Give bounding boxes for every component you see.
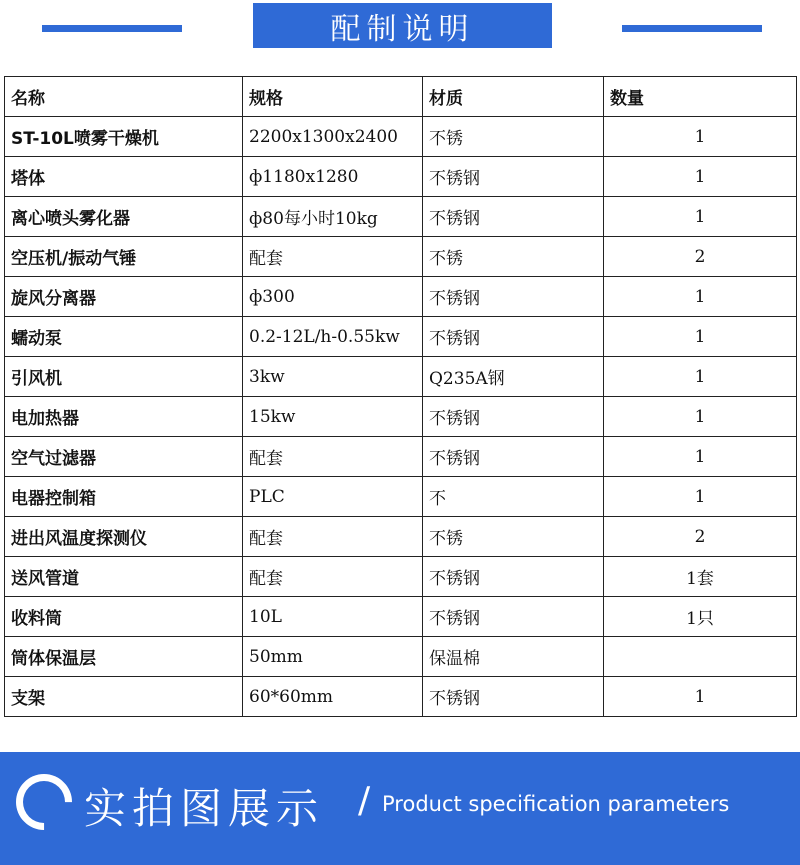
cell-spec: 10L — [243, 597, 423, 637]
cell-spec: 配套 — [243, 517, 423, 557]
table-row — [5, 117, 797, 157]
cell-spec: 2200x1300x2400 — [243, 117, 423, 157]
table-row — [5, 517, 797, 557]
cell-name: 筒体保温层 — [5, 637, 243, 677]
table-row — [5, 197, 797, 237]
cell-quantity: 1 — [604, 397, 797, 437]
cell-name: 空气过滤器 — [5, 437, 243, 477]
header-bar — [0, 0, 800, 75]
cell-spec: 0.2-12L/h-0.55kw — [243, 317, 423, 357]
cell-name: 进出风温度探测仪 — [5, 517, 243, 557]
cell-quantity: 1 — [604, 357, 797, 397]
cell-material: 不锈钢 — [423, 277, 604, 317]
cell-material: 不锈钢 — [423, 677, 604, 717]
cell-quantity: 1套 — [604, 557, 797, 597]
cell-spec: 15kw — [243, 397, 423, 437]
cell-material: 不锈钢 — [423, 157, 604, 197]
table-row — [5, 357, 797, 397]
cell-name: 送风管道 — [5, 557, 243, 597]
page-title: 配制说明 — [253, 3, 552, 48]
cell-name: 引风机 — [5, 357, 243, 397]
footer-subtitle: Product specification parameters — [382, 792, 730, 816]
cell-spec: ф300 — [243, 277, 423, 317]
column-header-material: 材质 — [423, 77, 604, 117]
cell-quantity: 1 — [604, 277, 797, 317]
cell-material: 不锈钢 — [423, 397, 604, 437]
table-row — [5, 677, 797, 717]
cell-quantity: 2 — [604, 237, 797, 277]
footer-title: 实拍图展示 — [84, 784, 325, 833]
header-decor-line-right — [622, 25, 762, 32]
cell-spec: 50mm — [243, 637, 423, 677]
cell-spec: ф80每小时10kg — [243, 197, 423, 237]
header-decor-line-left — [42, 25, 182, 32]
cell-material: 不锈钢 — [423, 317, 604, 357]
table-row — [5, 277, 797, 317]
cell-quantity — [604, 637, 797, 677]
cell-quantity: 1 — [604, 437, 797, 477]
cell-material: 不锈钢 — [423, 597, 604, 637]
cell-quantity: 1 — [604, 197, 797, 237]
table-row — [5, 637, 797, 677]
cell-name: ST-10L喷雾干燥机 — [5, 117, 243, 157]
cell-material: Q235A钢 — [423, 357, 604, 397]
table-row — [5, 157, 797, 197]
cell-name: 电器控制箱 — [5, 477, 243, 517]
cell-material: 不锈钢 — [423, 197, 604, 237]
ring-icon — [4, 762, 83, 841]
cell-name: 旋风分离器 — [5, 277, 243, 317]
cell-spec: 配套 — [243, 237, 423, 277]
table-header-row — [5, 77, 797, 117]
spec-table — [4, 76, 797, 717]
cell-quantity: 2 — [604, 517, 797, 557]
cell-spec: 3kw — [243, 357, 423, 397]
footer-banner — [0, 752, 800, 865]
cell-spec: 配套 — [243, 557, 423, 597]
cell-spec: ф1180x1280 — [243, 157, 423, 197]
cell-material: 不锈钢 — [423, 437, 604, 477]
cell-quantity: 1 — [604, 117, 797, 157]
cell-name: 蠕动泵 — [5, 317, 243, 357]
cell-quantity: 1 — [604, 477, 797, 517]
cell-name: 空压机/振动气锤 — [5, 237, 243, 277]
table-row — [5, 317, 797, 357]
column-header-name: 名称 — [5, 77, 243, 117]
cell-material: 不锈 — [423, 117, 604, 157]
cell-name: 支架 — [5, 677, 243, 717]
cell-spec: 60*60mm — [243, 677, 423, 717]
cell-quantity: 1 — [604, 317, 797, 357]
table-row — [5, 477, 797, 517]
table-row — [5, 397, 797, 437]
cell-material: 不锈 — [423, 237, 604, 277]
cell-spec: PLC — [243, 477, 423, 517]
cell-quantity: 1 — [604, 677, 797, 717]
cell-name: 塔体 — [5, 157, 243, 197]
table-row — [5, 597, 797, 637]
cell-quantity: 1只 — [604, 597, 797, 637]
cell-name: 离心喷头雾化器 — [5, 197, 243, 237]
cell-name: 电加热器 — [5, 397, 243, 437]
cell-material: 保温棉 — [423, 637, 604, 677]
cell-material: 不锈钢 — [423, 557, 604, 597]
cell-name: 收料筒 — [5, 597, 243, 637]
cell-material: 不 — [423, 477, 604, 517]
table-row — [5, 557, 797, 597]
table-row — [5, 437, 797, 477]
footer-slash: / — [358, 780, 371, 821]
table-row — [5, 237, 797, 277]
cell-spec: 配套 — [243, 437, 423, 477]
cell-quantity: 1 — [604, 157, 797, 197]
column-header-spec: 规格 — [243, 77, 423, 117]
cell-material: 不锈 — [423, 517, 604, 557]
column-header-quantity: 数量 — [604, 77, 797, 117]
